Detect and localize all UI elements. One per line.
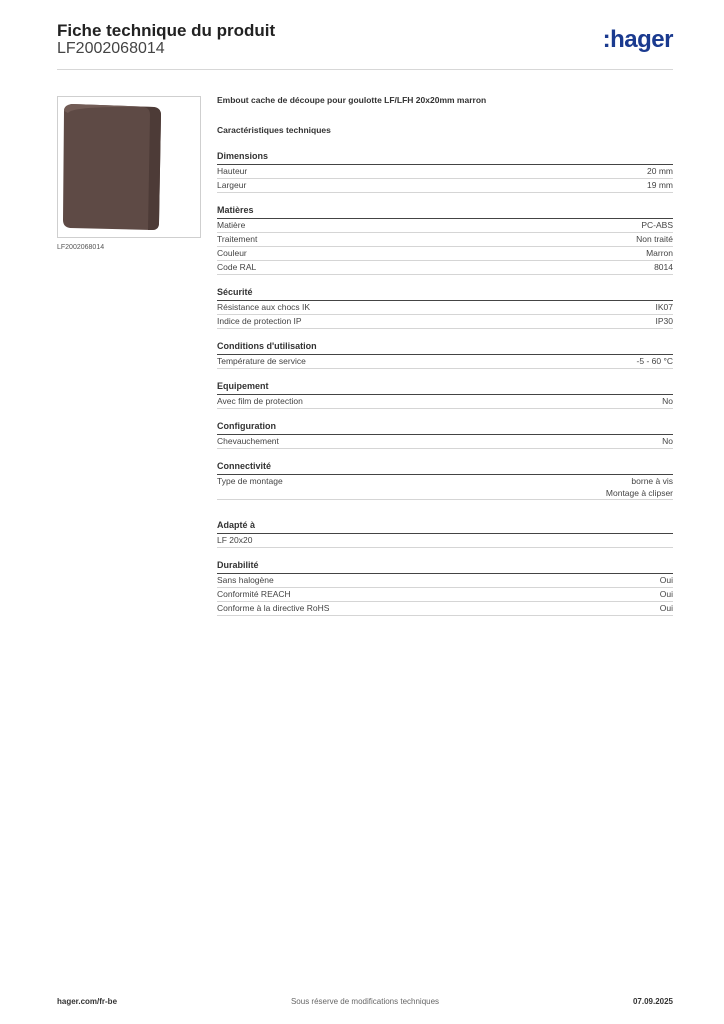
spec-row (217, 475, 673, 500)
group-title: Connectivité (217, 461, 673, 475)
group-equipment (217, 381, 673, 409)
spec-value: No (662, 436, 673, 446)
spec-row (217, 219, 673, 233)
group-configuration (217, 421, 673, 449)
group-title: Configuration (217, 421, 673, 435)
spec-row (217, 165, 673, 179)
page-title: Fiche technique du produit (57, 21, 276, 40)
product-reference: LF2002068014 (57, 40, 165, 57)
group-dimensions (217, 151, 673, 193)
spec-row (217, 247, 673, 261)
spec-label: Largeur (217, 180, 247, 190)
footer-disclaimer: Sous réserve de modifications techniques (290, 997, 440, 1006)
spec-row (217, 534, 673, 548)
spec-label: Indice de protection IP (217, 316, 302, 326)
spec-row (217, 435, 673, 449)
image-caption: LF2002068014 (57, 244, 105, 251)
spec-label: Conforme à la directive RoHS (217, 603, 330, 613)
group-adapted-to (217, 520, 673, 548)
spec-value: Marron (646, 248, 673, 258)
spec-row (217, 602, 673, 616)
group-title: Dimensions (217, 151, 673, 165)
spec-value: PC-ABS (641, 220, 673, 230)
spec-row (217, 574, 673, 588)
spec-label: Avec film de protection (217, 396, 303, 406)
spec-value: Oui (659, 603, 673, 613)
spec-value (606, 475, 673, 499)
product-image-drawing (58, 97, 200, 237)
spec-row (217, 315, 673, 329)
logo-text: hager (610, 26, 673, 53)
spec-row (217, 588, 673, 602)
spec-value: Oui (659, 589, 673, 599)
group-title: Adapté à (217, 520, 673, 534)
group-title: Matières (217, 205, 673, 219)
footer-date: 07.09.2025 (632, 997, 673, 1006)
spec-value-line: Montage à clipser (605, 488, 673, 498)
group-title: Sécurité (217, 287, 673, 301)
spec-value: 19 mm (647, 180, 673, 190)
spec-label: Type de montage (217, 476, 283, 486)
spec-value: IP30 (655, 316, 673, 326)
spec-value: -5 - 60 °C (636, 356, 673, 366)
group-materials (217, 205, 673, 275)
spec-label: Hauteur (217, 166, 248, 176)
group-durability (217, 560, 673, 616)
spec-value: 20 mm (647, 166, 673, 176)
spec-value-line: borne à vis (631, 476, 673, 486)
spec-label: Code RAL (217, 262, 257, 272)
spec-label: Résistance aux chocs IK (217, 302, 311, 312)
spec-row (217, 261, 673, 275)
spec-label: Chevauchement (217, 436, 279, 446)
spec-value: 8014 (654, 262, 673, 272)
footer-website: hager.com/fr-be (57, 997, 118, 1006)
group-title: Equipement (217, 381, 673, 395)
spec-row (217, 179, 673, 193)
spec-label: Matière (217, 220, 246, 230)
group-security (217, 287, 673, 329)
spec-row (217, 233, 673, 247)
spec-row (217, 395, 673, 409)
product-name: Embout cache de découpe pour goulotte LF/LFH 20x20mm marron (217, 95, 487, 105)
spec-value: Non traité (636, 234, 673, 244)
spec-row (217, 355, 673, 369)
page-header (57, 20, 673, 70)
group-conditions (217, 341, 673, 369)
spec-label: LF 20x20 (217, 535, 253, 545)
group-title: Conditions d'utilisation (217, 341, 673, 355)
spec-value: IK07 (655, 302, 673, 312)
header-divider (57, 69, 673, 70)
spec-label: Sans halogène (217, 575, 274, 585)
spec-value: No (662, 396, 673, 406)
spec-label: Température de service (217, 356, 306, 366)
spec-label: Conformité REACH (217, 589, 291, 599)
group-title: Durabilité (217, 560, 673, 574)
spec-label: Couleur (217, 248, 247, 258)
spec-label: Traitement (217, 234, 258, 244)
section-title: Caractéristiques techniques (217, 125, 331, 135)
spec-content (217, 95, 673, 616)
spec-value: Oui (659, 575, 673, 585)
spec-row (217, 301, 673, 315)
hager-logo: :hager (602, 26, 673, 53)
group-connectivity (217, 461, 673, 500)
product-image (57, 96, 201, 238)
